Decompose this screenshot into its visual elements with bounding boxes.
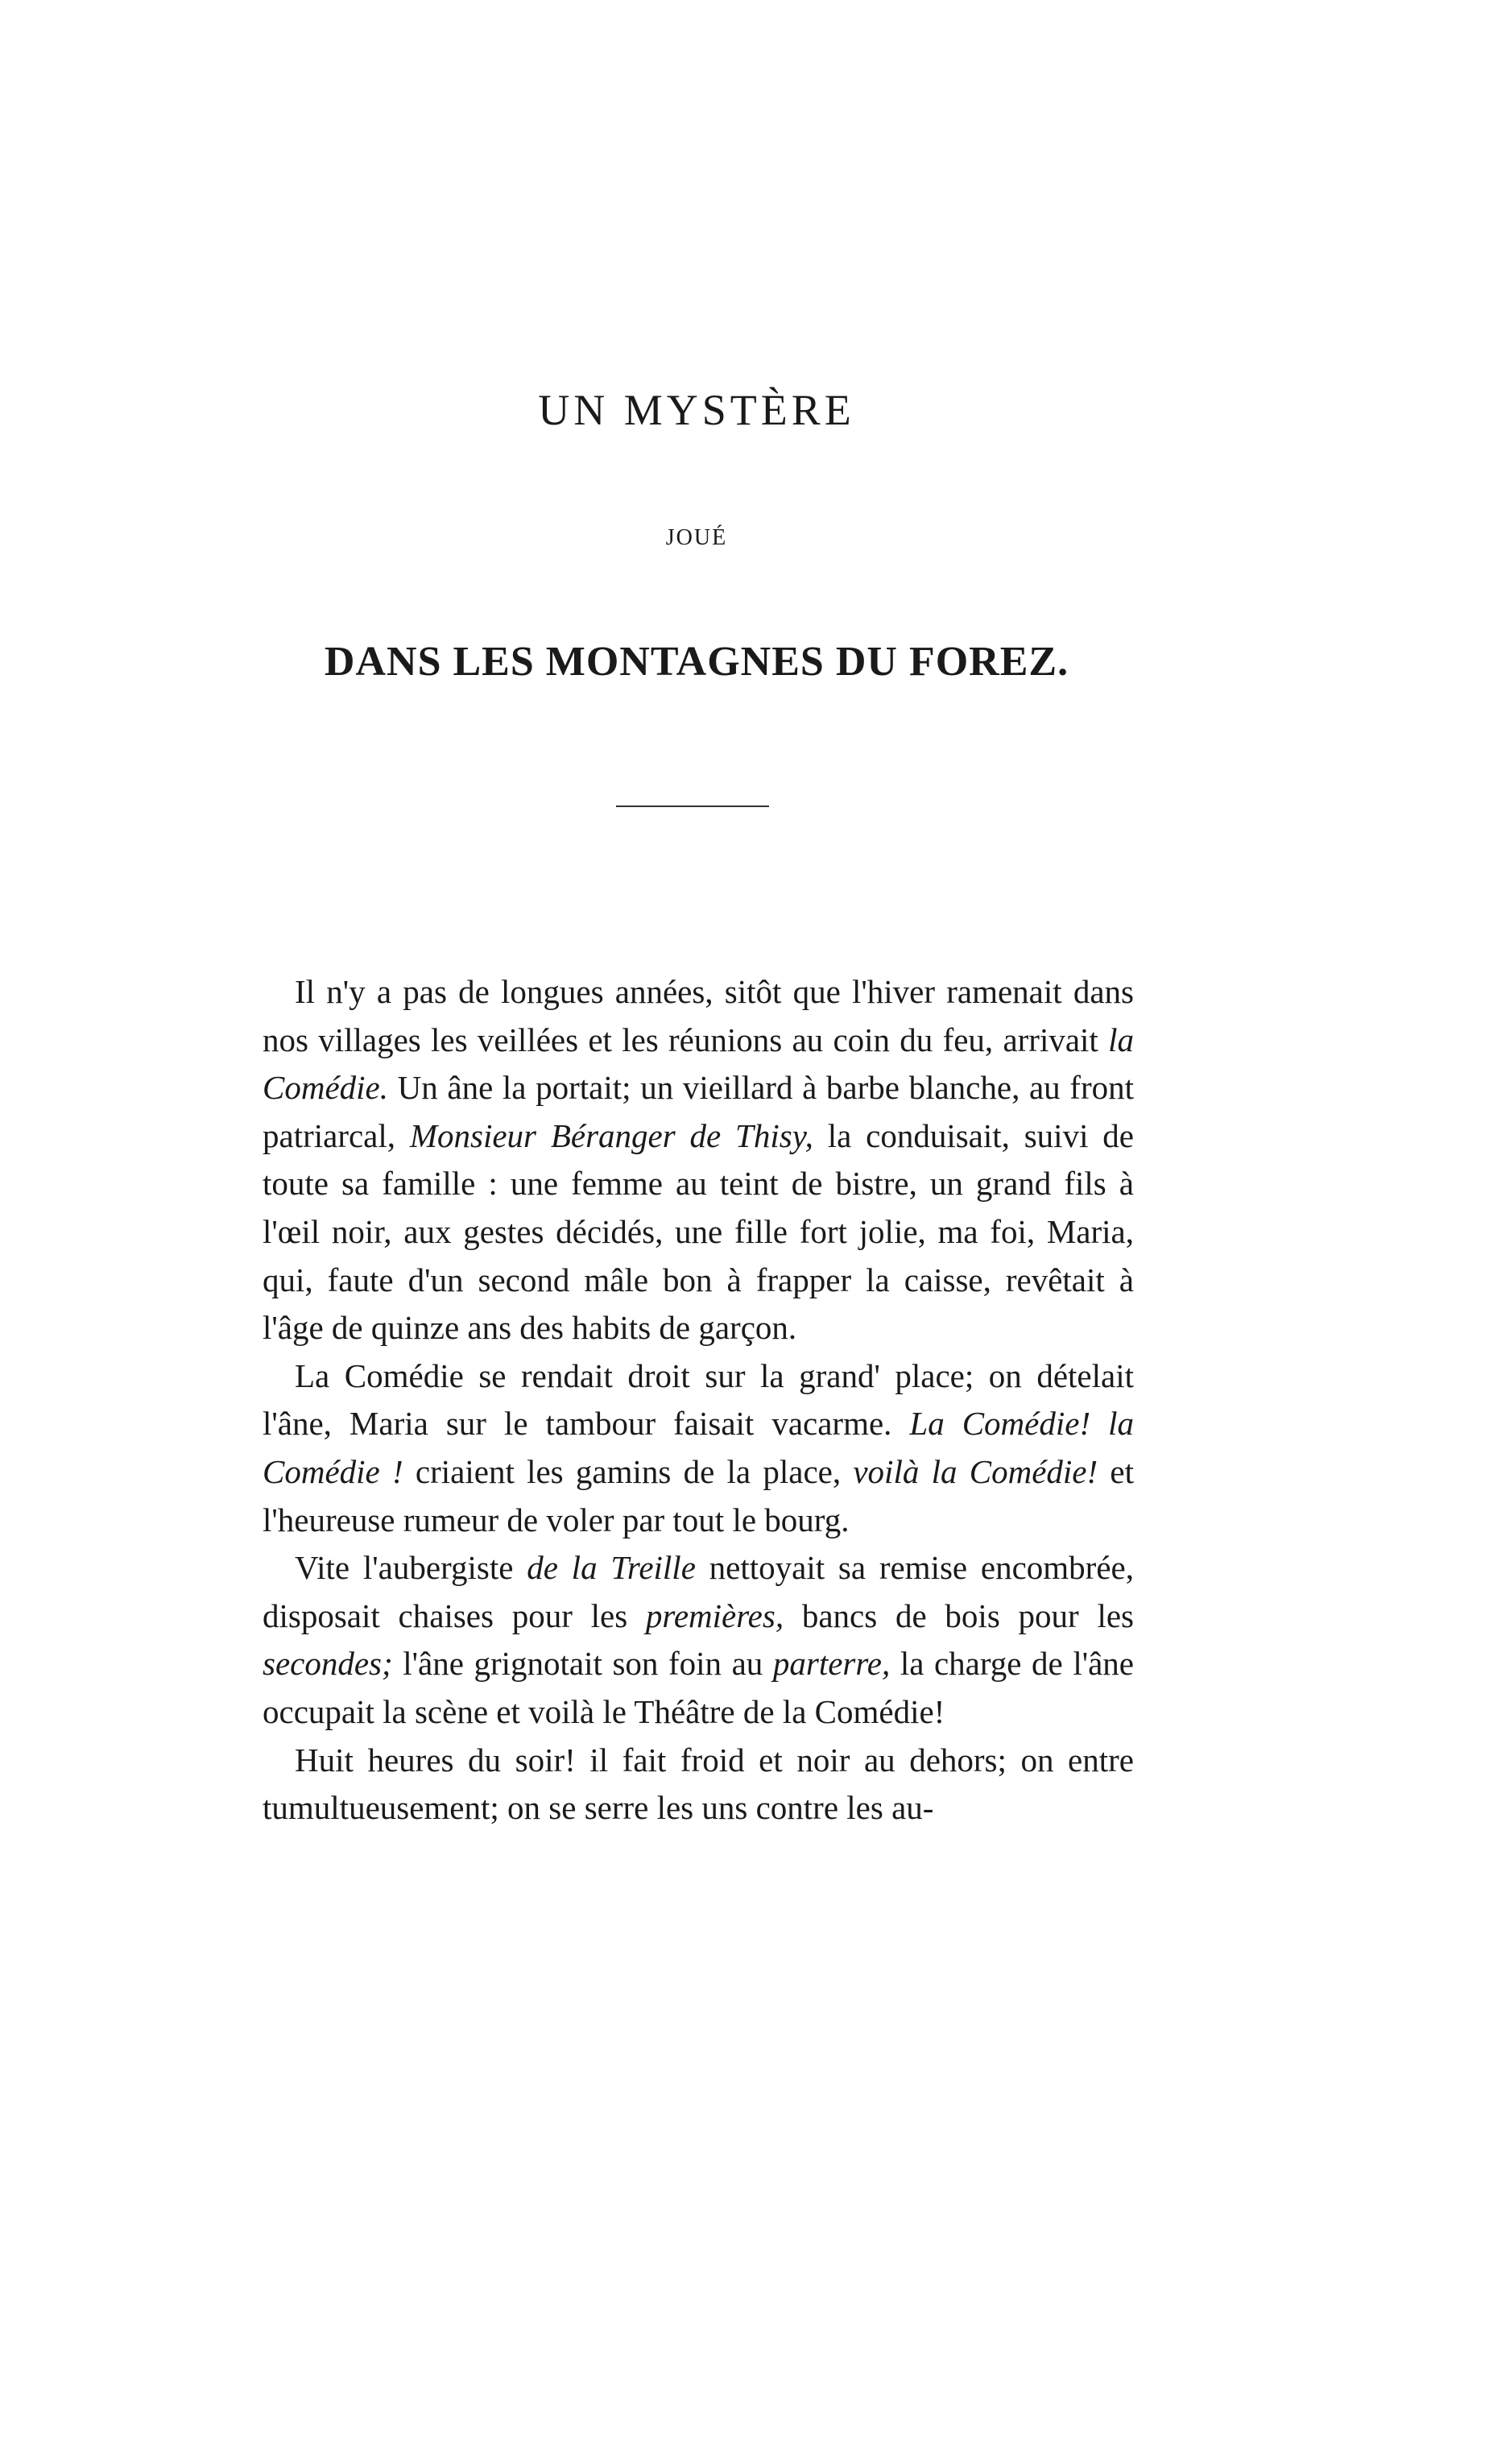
text-run: et l'heureuse rumeur de voler par tout le bourg. [263,1452,1134,1538]
body-text [263,968,1134,1832]
title-divider [616,805,769,807]
text-run: Un âne la portait; un vieillard à barbe blanche, au front patriarcal, [263,1069,1134,1154]
text-run: criaient les gamins de la place, [403,1452,854,1490]
italic-text: secondes; [263,1645,393,1683]
text-run: la charge de l'âne occupait la scène et voilà le Théâtre de la Comédie! [263,1645,1135,1730]
text-run: Huit heures du soir! il fait froid et noir au dehors; on entre tumultueusement; on se serre les uns contre les au- [263,1741,1134,1827]
text-run: Il n'y a pas de longues années, sitôt que l'hiver ramenait dans nos villages les veillées et les réunions au coin du feu, arrivait [263,973,1134,1058]
paragraph [263,1737,1134,1832]
text-run: La Comédie se rendait droit sur la grand' place; on dételait l'âne, Maria sur le tambour faisait vacarme. [263,1356,1134,1443]
text-run: bancs de bois pour les [784,1596,1134,1634]
italic-text: voilà la Comédie! [853,1452,1098,1490]
italic-text: La Comédie! la Comédie ! [263,1405,1134,1490]
paragraph [263,968,1134,1352]
italic-text: parterre, [772,1645,891,1683]
italic-text: premières, [645,1596,784,1634]
text-run: l'âne grignotait son foin au [392,1645,773,1683]
paragraph [263,1544,1134,1736]
text-run: nettoyait sa remise encombrée, disposait chaises pour les [263,1549,1134,1634]
italic-text: Monsieur Béranger de Thisy, [409,1116,813,1154]
paragraph [263,1352,1134,1544]
title-connector: JOUÉ [665,525,728,550]
italic-text: la Comédie. [263,1021,1134,1107]
chapter-title: UN MYSTÈRE [538,386,855,434]
chapter-subtitle: DANS LES MONTAGNES DU FOREZ. [324,639,1069,685]
italic-text: de la Treille [527,1549,696,1587]
text-run: la conduisait, suivi de toute sa famille : une femme au teint de bistre, un grand fils à l'œil noir, aux gestes décidés, une fille fort jolie, ma foi, Maria, qui, faute d'un second mâle bon à frapper la caisse, revêtait à l'âge de quinze ans des habits de garçon. [263,1116,1134,1347]
text-run: Vite l'aubergiste [295,1549,527,1587]
